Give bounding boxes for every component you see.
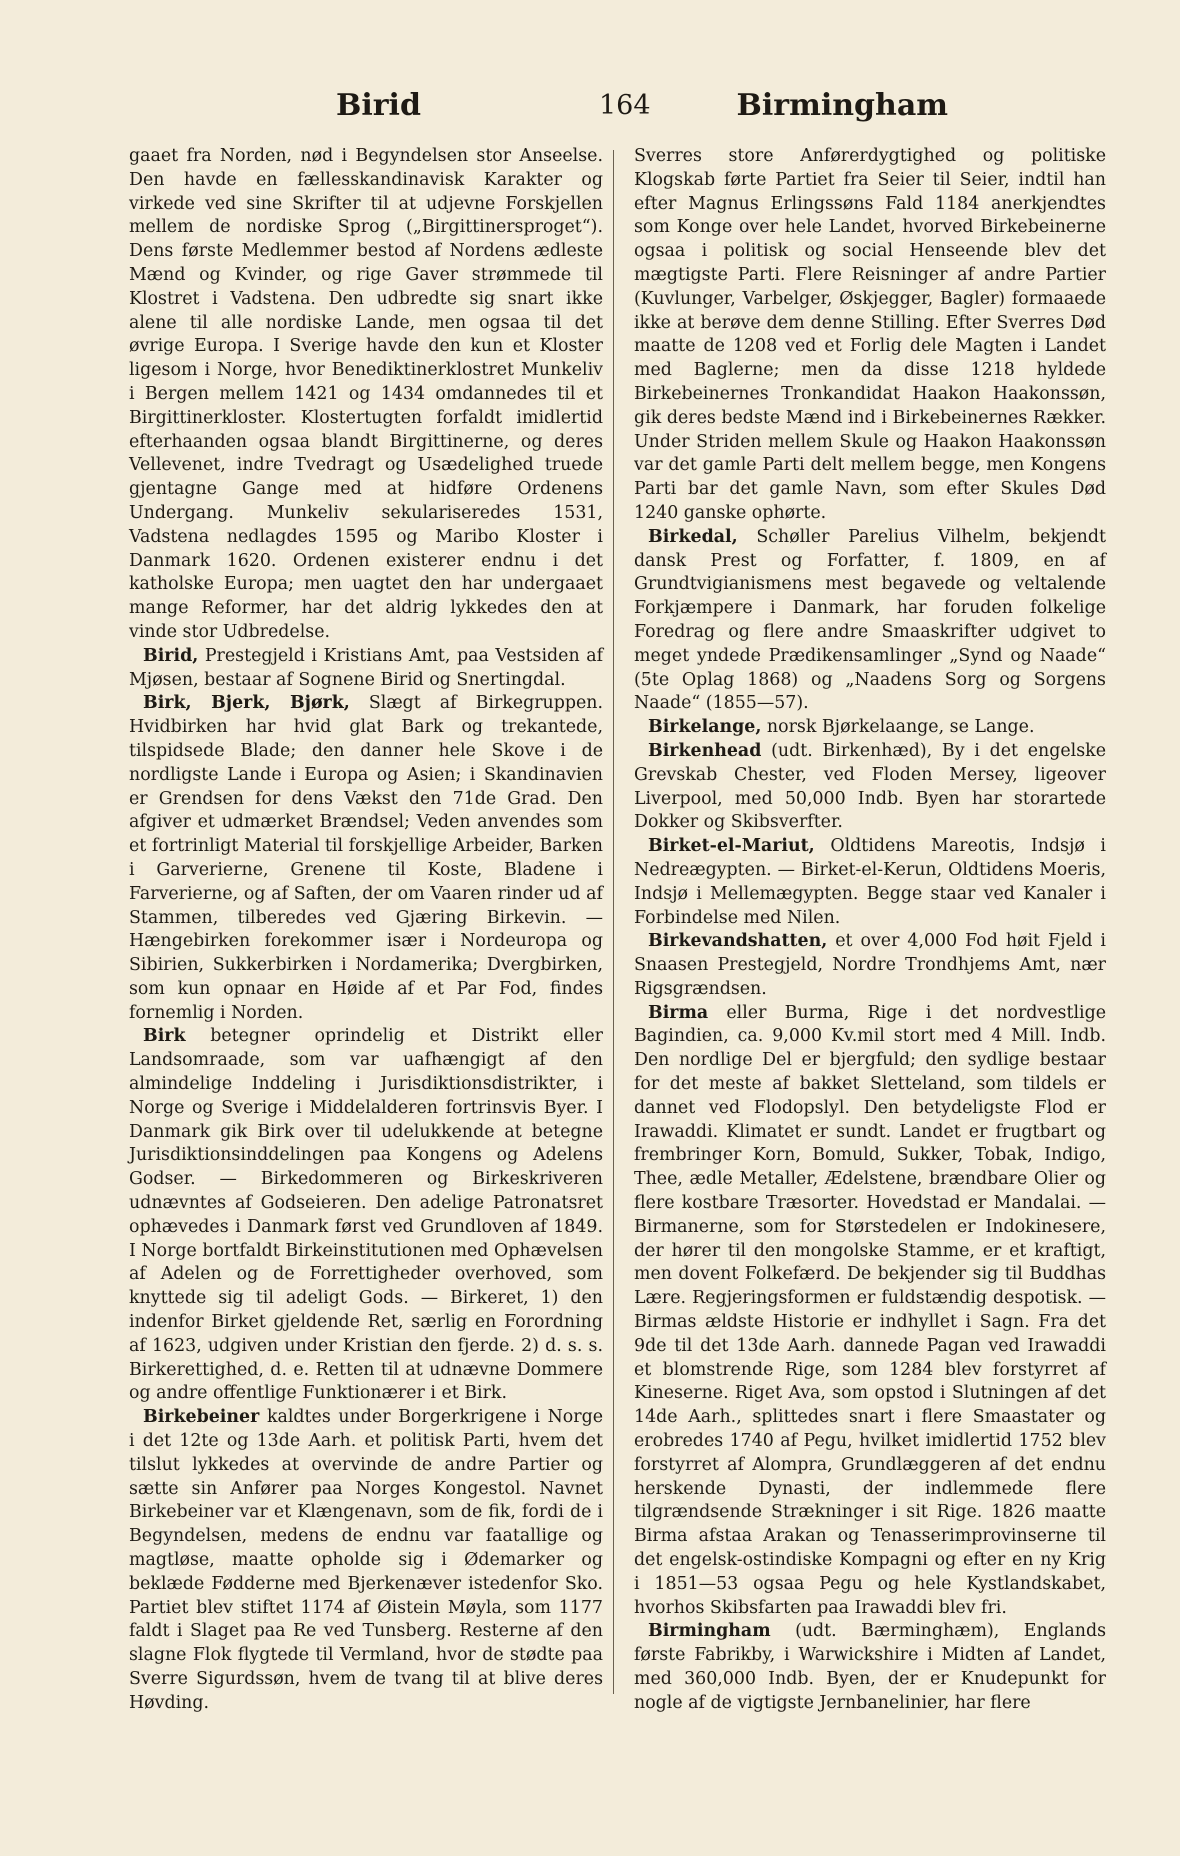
right-column bbox=[634, 145, 1106, 1716]
entry-headword: Birma bbox=[648, 1002, 709, 1023]
entry-headword: Birid, bbox=[143, 645, 199, 666]
entry-headword: Birk, Bjerk, Bjørk, bbox=[143, 693, 350, 714]
entry-headword: Birkelange, bbox=[648, 717, 762, 738]
entry-continuation bbox=[129, 145, 603, 645]
entry-text: betegner oprindelig et Distrikt eller Landsomraade, som var uafhængigt af den almindelige Inddeling i Jurisdiktionsdistrikter, i Norge og Sverige i Middelalderen fortrinsvis Byer. I Danmark gik Birk over til udelukkende at betegne Jurisdiktionsinddelingen paa Kongens og Adelens Godser. — Birkedommeren og Birkeskriveren udnævntes af Godseieren. Den adelige Patronatsret ophævedes i Danmark først ved Grundloven af 1849. I Norge bortfaldt Birkeinstitutionen med Ophævelsen af Adelen og de Forrettigheder overhoved, som knyttede sig til adeligt Gods. — Birkeret, 1) den indenfor Birket gjeldende Ret, særlig en Forordning af 1623, udgiven under Kristian den fjerde. 2) d. s. s. Birkerettighed, d. e. Retten til at udnævne Dommere og andre offentlige Funktionærer i et Birk. bbox=[129, 1026, 603, 1404]
entry-text: norsk Bjørkelaange, se Lange. bbox=[766, 717, 1035, 738]
entry-birk-district bbox=[129, 1025, 603, 1406]
entry-headword: Birket-el-Mariut, bbox=[648, 836, 815, 857]
entry-text: kaldtes under Borgerkrigene i Norge i det 12te og 13de Aarh. et politisk Parti, hvem det tilslut lykkedes at overvinde de andre Partier og sætte sin Anfører paa Norges Kongestol. Navnet Birkebeiner var et Klængenavn, som de fik, fordi de i Begyndelsen, medens de endnu var faatallige og magtløse, maatte opholde sig i Ødemarker og beklæde Fødderne med Bjerkenæver istedenfor Sko. Partiet blev stiftet 1174 af Øistein Møyla, som 1177 faldt i Slaget paa Re ved Tunsberg. Resterne af den slagne Flok flygtede til Vermland, hvor de stødte paa Sverre Sigurdssøn, hvem de tvang til at blive deres Høvding. bbox=[129, 1407, 604, 1713]
entry-birkevandshatten bbox=[634, 930, 1106, 1001]
entry-text: Oldtidens Mareotis, Indsjø i Nedreægypten. — Birket-el-Kerun, Oldtidens Moeris, Indsjø i Mellemægypten. Begge staar ved Kanaler i Forbindelse med Nilen. bbox=[634, 836, 1106, 928]
entry-text: (udt. Birkenhæd), By i det engelske Grevskab Chester, ved Floden Mersey, ligeover Liverpool, med 50,000 Indb. Byen har storartede Dokker og Skibsverfter. bbox=[634, 740, 1106, 833]
entry-text: Slægt af Birkegruppen. Hvidbirken har hvid glat Bark og trekantede, tilspidsede Blade; den danner hele Skove i de nordligste Lande i Europa og Asien; i Skandinavien er Grendsen for dens Vækst den 71de Grad. Den afgiver et udmærket Brændsel; Veden anvendes som et fortrinligt Material til forskjellige Arbeider, Barken i Garverierne, Grenene til Koste, Bladene i Farverierne, og af Saften, der om Vaaren rinder ud af Stammen, tilberedes ved Gjæring Birkevin. — Hængebirken forekommer især i Nordeuropa og Sibirien, Sukkerbirken i Nordamerika; Dvergbirken, som kun opnaar en Høide af et Par Fod, findes fornemlig i Norden. bbox=[129, 693, 604, 1023]
entry-headword: Birkebeiner bbox=[143, 1407, 260, 1428]
entry-birid bbox=[129, 645, 603, 693]
entry-birmingham bbox=[634, 1620, 1106, 1715]
header-right-guideword: Birmingham bbox=[736, 88, 948, 123]
entry-birma bbox=[634, 1002, 1106, 1621]
column-divider bbox=[613, 150, 614, 1694]
entry-continuation bbox=[634, 145, 1106, 526]
entry-birkedal bbox=[634, 526, 1106, 716]
entry-text: gaaet fra Norden, nød i Begyndelsen stor Anseelse. Den havde en fællesskandinavisk Karakter og virkede ved sine Skrifter til at udjevne Forskjellen mellem de nordiske Sprog („Birgittinersproget“). Dens første Medlemmer bestod af Nordens ædleste Mænd og Kvinder, og rige Gaver strømmede til Klostret i Vadstena. Den udbredte sig snart ikke alene til alle nordiske Lande, men ogsaa til det øvrige Europa. I Sverige havde den kun et Kloster ligesom i Norge, hvor Benediktinerklostret Munkeliv i Bergen mellem 1421 og 1434 omdannedes til et Birgittinerkloster. Klostertugten forfaldt imidlertid efterhaanden ogsaa blandt Birgittinerne, og deres Vellevenet, indre Tvedragt og Usædelighed truede gjentagne Gange med at hidføre Ordenens Undergang. Munkeliv sekulariseredes 1531, Vadstena nedlagdes 1595 og Maribo Kloster i Danmark 1620. Ordenen existerer endnu i det katholske Europa; men uagtet den har undergaaet mange Reformer, har det aldrig lykkedes den at vinde stor Udbredelse. bbox=[129, 146, 603, 642]
entry-birkelange bbox=[634, 716, 1106, 740]
entry-headword: Birk bbox=[143, 1026, 186, 1047]
entry-birkenhead bbox=[634, 740, 1106, 835]
entry-headword: Birkevandshatten, bbox=[648, 931, 828, 952]
entry-text: Prestegjeld i Kristians Amt, paa Vestsiden af Mjøsen, bestaar af Sognene Birid og Snertingdal. bbox=[129, 645, 604, 690]
entry-text: Sverres store Anførerdygtighed og politiske Klogskab førte Partiet fra Seier til Seier, indtil han efter Magnus Erlingssøns Fald 1184 anerkjendtes som Konge over hele Landet, hvorved Birkebeinerne ogsaa i politisk og social Henseende blev det mægtigste Parti. Flere Reisninger af andre Partier (Kuvlunger, Varbelger, Øskjegger, Bagler) formaaede ikke at berøve dem denne Stilling. Efter Sverres Død maatte de 1208 ved et Forlig dele Magten i Landet med Baglerne; men da disse 1218 hyldede Birkebeinernes Tronkandidat Haakon Haakonssøn, gik deres bedste Mænd ind i Birkebeinernes Rækker. Under Striden mellem Skule og Haakon Haakonssøn var det gamle Parti delt mellem begge, men Kongens Parti bar det gamle Navn, som efter Skules Død 1240 ganske ophørte. bbox=[634, 146, 1106, 523]
entry-birk-tree bbox=[129, 692, 603, 1025]
entry-text: et over 4,000 Fod høit Fjeld i Snaasen Prestegjeld, Nordre Trondhjems Amt, nær Rigsgrændsen. bbox=[634, 931, 1106, 999]
entry-headword: Birkenhead bbox=[648, 740, 762, 761]
page-number: 164 bbox=[599, 90, 651, 121]
entry-text: (udt. Bærminghæm), Englands første Fabrikby, i Warwickshire i Midten af Landet, med 360,000 Indb. Byen, der er Knudepunkt for nogle af de vigtigste Jernbanelinier, har flere bbox=[634, 1621, 1106, 1713]
header-left-guideword: Birid bbox=[336, 88, 421, 123]
entry-birket-el-mariut bbox=[634, 835, 1106, 930]
left-column bbox=[129, 145, 603, 1716]
entry-text: eller Burma, Rige i det nordvestlige Bagindien, ca. 9,000 Kv.mil stort med 4 Mill. Indb. Den nordlige Del er bjergfuld; den sydlige bestaar for det meste af bakket Sletteland, som tildels er dannet ved Flodopslyl. Den betydeligste Flod er Irawaddi. Klimatet er sundt. Landet er frugtbart og frembringer Korn, Bomuld, Sukker, Tobak, Indigo, Thee, ædle Metaller, Ædelstene, brændbare Olier og flere kostbare Træsorter. Hovedstad er Mandalai. — Birmanerne, som for Størstedelen er Indokinesere, der hører til den mongolske Stamme, er et kraftigt, men dovent Folkefærd. De bekjender sig til Buddhas Lære. Regjeringsformen er fuldstændig despotisk. — Birmas ældste Historie er indhyllet i Sagn. Fra det 9de til det 13de Aarh. dannede Pagan ved Irawaddi et blomstrende Rige, som 1284 blev forstyrret af Kineserne. Riget Ava, som opstod i Slutningen af det 14de Aarh., splittedes snart i flere Smaastater og erobredes 1740 af Pegu, hvilket imidlertid 1752 blev forstyrret af Alompra, Grundlæggeren af det endnu herskende Dynasti, der indlemmede flere tilgrændsende Strækninger i sit Rige. 1826 maatte Birma afstaa Arakan og Tenasserimprovinserne til det engelsk-ostindiske Kompagni og efter en ny Krig i 1851—53 ogsaa Pegu og hele Kystlandskabet, hvorhos Skibsfarten paa Irawaddi blev fri. bbox=[634, 1002, 1106, 1618]
entry-text: Schøller Parelius Vilhelm, bekjendt dansk Prest og Forfatter, f. 1809, en af Grundtvigianismens mest begavede og veltalende Forkjæmpere i Danmark, har foruden folkelige Foredrag og flere andre Smaaskrifter udgivet to meget yndede Prædikensamlinger „Synd og Naade“ (5te Oplag 1868) og „Naadens Sorg og Sorgens Naade“ (1855—57). bbox=[634, 526, 1106, 714]
entry-headword: Birkedal, bbox=[648, 526, 738, 547]
entry-birkebeiner bbox=[129, 1406, 603, 1715]
entry-headword: Birmingham bbox=[648, 1621, 771, 1642]
